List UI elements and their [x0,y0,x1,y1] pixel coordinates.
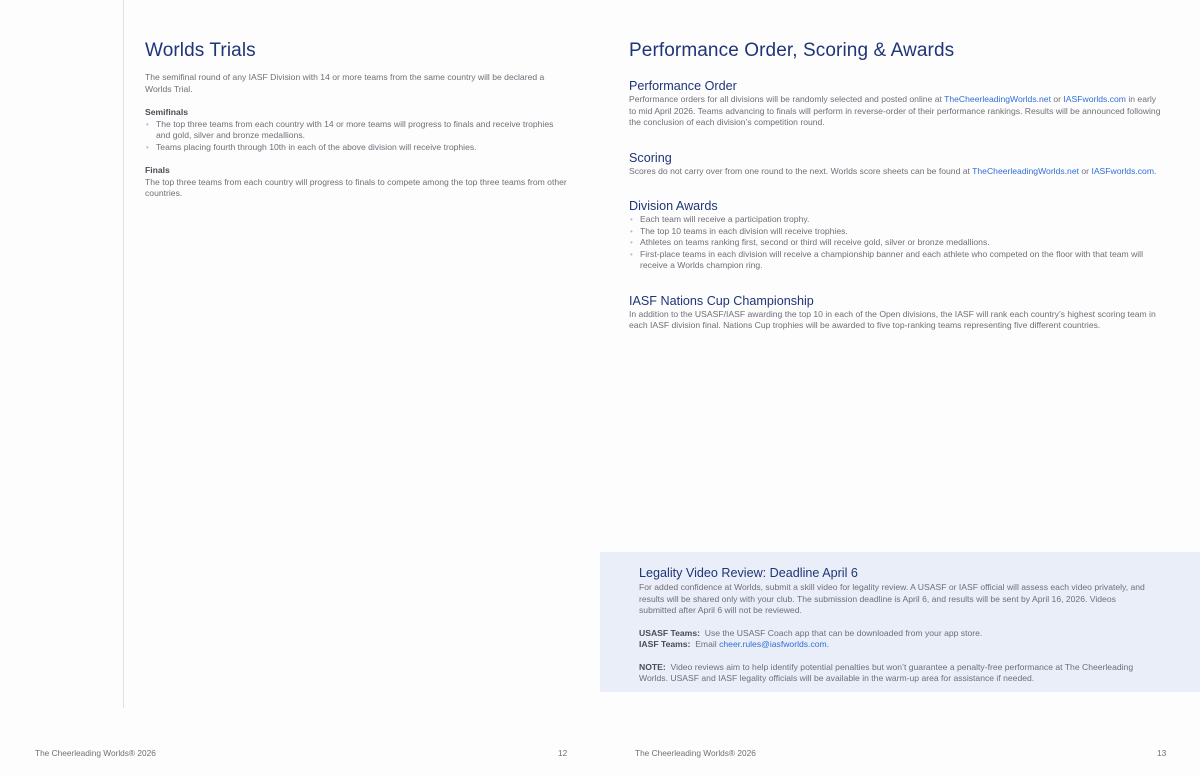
usasf-teams-label: USASF Teams: [639,627,700,638]
performance-order-section [629,79,1162,129]
performance-order-text: Performance orders for all divisions will be randomly selected and posted online at TheCheerleadingWorlds.net or IASFworlds.com in early to mid April 2026. Teams advancing to finals will perform in reverse-order of their performance rankings. Results will be announced following the conclusion of each division’s competition round. [629,94,1161,127]
list-item: • First-place teams in each division will receive a championship banner and each athlete who competed on the floor with that team will receive a Worlds champion ring. [629,249,1162,272]
iasf-worlds-link[interactable]: IASFworlds.com [1091,165,1154,176]
left-page-number: 12 [558,748,568,758]
scoring-heading: Scoring [629,150,672,165]
note-label: NOTE: [639,661,666,672]
iasf-worlds-link[interactable]: IASFworlds.com [1063,94,1126,104]
division-awards-section [629,199,1162,272]
finals-label: Finals [145,165,170,175]
worlds-trials-section [145,40,570,200]
list-item: • The top 10 teams in each division will receive trophies. [629,226,1162,238]
right-page [600,0,1200,776]
performance-order-heading: Performance Order [629,79,737,93]
callout-heading: Legality Video Review: Deadline April 6 [639,566,858,580]
list-item: • Athletes on teams ranking first, second or third will receive gold, silver or bronze medallions. [629,237,1162,249]
right-footer-text: The Cheerleading Worlds® 2026 [635,748,756,758]
finals-text: The top three teams from each country will progress to finals to compete among the top three teams from other countries. [145,176,567,198]
division-awards-list [629,214,1162,272]
iasf-teams-line: IASF Teams: Email cheer.rules@iasfworlds.com. [639,639,830,649]
scoring-text: Scores do not carry over from one round to the next. Worlds score sheets can be found at TheCheerleadingWorlds.net or IASFworlds.com. [629,165,1157,176]
nations-cup-text: In addition to the USASF/IASF awarding the top 10 in each of the Open divisions, the IASF will rank each country’s highest scoring team in each IASF division final. Nations Cup trophies will be awarded to five top-ranking teams representing five different countries. [629,308,1156,330]
right-page-number: 13 [1157,748,1167,758]
usasf-teams-line: USASF Teams: Use the USASF Coach app that can be downloaded from your app store. [639,627,983,638]
nations-cup-section [629,294,1162,332]
scoring-section [629,151,1162,178]
rules-email-link[interactable]: cheer.rules@iasfworlds.com [719,639,827,649]
callout-text: For added confidence at Worlds, submit a skill video for legality review. A USASF or IASF official will assess each video privately, and results will be shared only with your club. The submission deadline is April 6, and results will be sent by April 16, 2026. Videos submitted after April 6 will not be reviewed. [639,582,1145,615]
list-item: • Teams placing fourth through 10th in each of the above division will receive trophies. [145,142,570,154]
worlds-net-link[interactable]: TheCheerleadingWorlds.net [972,165,1080,176]
worlds-net-link[interactable]: TheCheerleadingWorlds.net [944,94,1051,104]
list-item: • The top three teams from each country with 14 or more teams will progress to finals and receive trophies and gold, silver and bronze medallions. [145,119,570,142]
right-page-title: Performance Order, Scoring & Awards [629,40,955,61]
division-awards-heading: Division Awards [629,199,718,213]
performance-scoring-section [629,40,1162,354]
worlds-trials-title: Worlds Trials [145,40,256,61]
callout-note: NOTE: Video reviews aim to help identify potential penalties but won’t guarantee a penalty-free performance at The Cheerleading Worlds. USASF and IASF legality officials will be available in the warm-up area for assistance if needed. [639,661,1134,683]
worlds-trials-intro: The semifinal round of any IASF Division with 14 or more teams from the same country will be declared a Worlds Trial. [145,72,545,94]
iasf-teams-label: IASF Teams: [639,639,691,649]
margin-divider [123,0,124,708]
legality-video-callout [600,552,1200,692]
list-item: • Each team will receive a participation trophy. [629,214,1162,226]
semifinals-list [145,119,570,154]
left-footer-text: The Cheerleading Worlds® 2026 [35,748,156,758]
nations-cup-heading: IASF Nations Cup Championship [629,293,814,308]
semifinals-label: Semifinals [145,107,188,117]
